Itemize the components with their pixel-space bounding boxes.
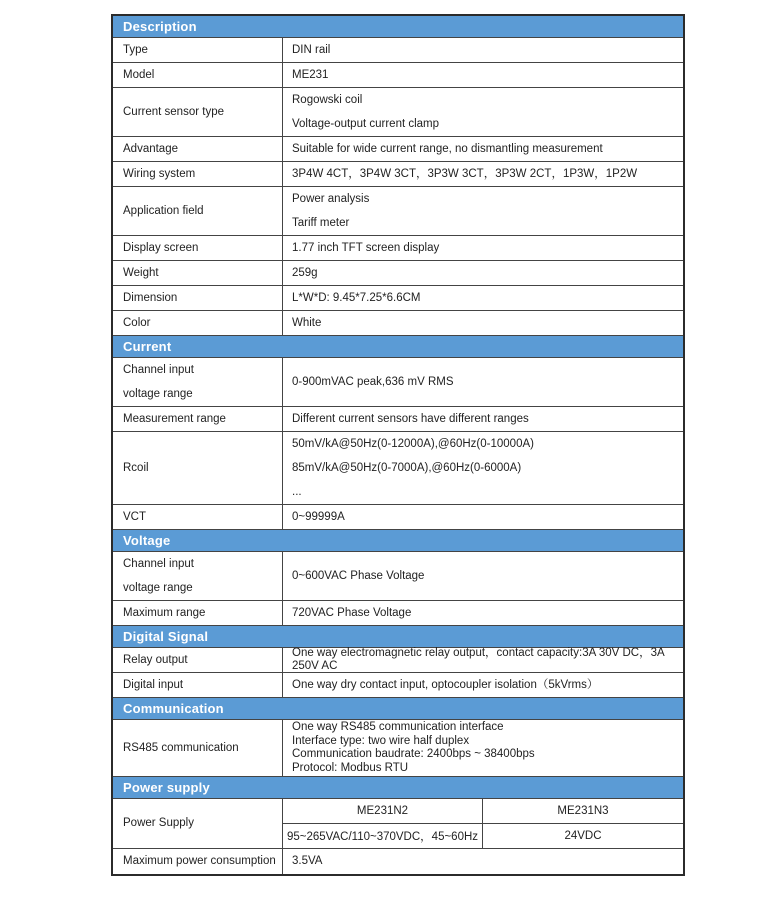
value-text: 3.5VA — [292, 855, 323, 867]
row-relay-output — [113, 648, 683, 673]
power-supply-grid — [283, 799, 683, 848]
label-text: Display screen — [123, 241, 199, 254]
row-value — [283, 187, 683, 235]
value-text: ... — [292, 485, 302, 498]
row-value — [283, 505, 683, 529]
value-text: 720VAC Phase Voltage — [292, 606, 412, 619]
value-text: 85mV/kA@50Hz(0-7000A),@60Hz(0-6000A) — [292, 461, 522, 474]
row-value — [283, 358, 683, 406]
row-label — [113, 648, 283, 672]
value-text: Different current sensors have different ranges — [292, 412, 529, 425]
row-maximum-power-consumption — [113, 849, 683, 874]
row-label — [113, 88, 283, 136]
section-header-voltage: Voltage — [113, 530, 683, 552]
row-label — [113, 286, 283, 310]
row-value — [283, 552, 683, 600]
value-text: Power analysis — [292, 192, 370, 205]
row-dimension — [113, 286, 683, 311]
label-text: Type — [123, 43, 148, 56]
value-text: 3P4W 4CT，3P4W 3CT，3P3W 3CT，3P3W 2CT，1P3W，1P2W — [292, 167, 638, 180]
label-text: Maximum power consumption — [123, 855, 276, 867]
value-text: Rogowski coil — [292, 93, 363, 106]
label-text: Channel input — [123, 557, 194, 570]
row-label — [113, 432, 283, 504]
row-current-sensor-type — [113, 88, 683, 137]
row-label — [113, 358, 283, 406]
power-supply-model-n2: ME231N2 — [283, 799, 483, 824]
row-value — [283, 88, 683, 136]
row-label — [113, 552, 283, 600]
label-text: Dimension — [123, 291, 178, 304]
label-text: voltage range — [123, 387, 193, 400]
specification-table — [111, 14, 685, 876]
section-header-digital-signal: Digital Signal — [113, 626, 683, 648]
value-text: White — [292, 316, 322, 329]
row-channel-input-voltage-range-voltage — [113, 552, 683, 601]
label-text: VCT — [123, 510, 146, 523]
section-header-current: Current — [113, 336, 683, 358]
label-text: Weight — [123, 266, 159, 279]
row-value — [283, 162, 683, 186]
row-value — [283, 849, 683, 874]
label-text: Measurement range — [123, 412, 226, 425]
row-label — [113, 187, 283, 235]
value-text: One way RS485 communication interface — [292, 721, 504, 733]
row-value — [283, 720, 683, 776]
value-text: Communication baudrate: 2400bps ~ 38400bps — [292, 748, 535, 760]
value-text: ME231 — [292, 68, 329, 81]
row-value — [283, 601, 683, 625]
section-header-communication: Communication — [113, 698, 683, 720]
section-header-description: Description — [113, 16, 683, 38]
power-supply-spec-n3: 24VDC — [564, 829, 602, 842]
value-text: 0~600VAC Phase Voltage — [292, 569, 425, 582]
row-value — [283, 286, 683, 310]
row-digital-input — [113, 673, 683, 698]
row-label — [113, 673, 283, 697]
label-text: Advantage — [123, 142, 178, 155]
value-text: Suitable for wide current range, no dismantling measurement — [292, 142, 603, 155]
row-measurement-range — [113, 407, 683, 432]
value-text: Voltage-output current clamp — [292, 117, 440, 130]
value-text: Interface type: two wire half duplex — [292, 734, 470, 747]
label-text: Wiring system — [123, 167, 196, 180]
row-label — [113, 799, 283, 848]
row-value — [283, 261, 683, 285]
row-value — [283, 38, 683, 62]
power-supply-model-n3: ME231N3 — [483, 799, 683, 824]
row-maximum-range — [113, 601, 683, 626]
value-text: L*W*D: 9.45*7.25*6.6CM — [292, 291, 421, 304]
label-text: Color — [123, 316, 151, 329]
value-text: One way electromagnetic relay output，contact capacity:3A 30V DC，3A 250V AC — [292, 647, 665, 672]
label-text: Digital input — [123, 678, 184, 691]
section-header-power-supply: Power supply — [113, 777, 683, 799]
row-label — [113, 505, 283, 529]
label-text: Application field — [123, 204, 204, 217]
row-channel-input-voltage-range-current — [113, 358, 683, 407]
row-value — [283, 63, 683, 87]
power-supply-spec-n2: 95~265VAC/110~370VDC，45~60Hz — [283, 824, 483, 849]
row-value — [283, 407, 683, 431]
row-rs485-communication — [113, 720, 683, 777]
value-text: 0~99999A — [292, 510, 345, 523]
row-display-screen — [113, 236, 683, 261]
row-vct — [113, 505, 683, 530]
row-label — [113, 137, 283, 161]
row-value — [283, 673, 683, 697]
row-value — [283, 432, 683, 504]
row-label — [113, 849, 283, 874]
label-text: Maximum range — [123, 606, 206, 619]
row-label — [113, 720, 283, 776]
row-color — [113, 311, 683, 336]
row-power-supply — [113, 799, 683, 849]
row-label — [113, 236, 283, 260]
label-text: voltage range — [123, 581, 193, 594]
row-wiring-system — [113, 162, 683, 187]
label-text: Power Supply — [123, 817, 194, 829]
row-weight — [113, 261, 683, 286]
value-text: Protocol: Modbus RTU — [292, 761, 409, 774]
row-label — [113, 63, 283, 87]
label-text: RS485 communication — [123, 741, 239, 754]
row-value — [283, 311, 683, 335]
row-label — [113, 38, 283, 62]
row-value — [283, 236, 683, 260]
value-text: One way dry contact input, optocoupler isolation（5kVrms） — [292, 678, 599, 691]
row-application-field — [113, 187, 683, 236]
value-text: 259g — [292, 266, 318, 279]
row-label — [113, 261, 283, 285]
row-model — [113, 63, 683, 88]
label-text: Relay output — [123, 653, 188, 666]
label-text: Rcoil — [123, 461, 149, 474]
label-text: Current sensor type — [123, 105, 224, 118]
value-text: 0-900mVAC peak,636 mV RMS — [292, 375, 454, 388]
row-rcoil — [113, 432, 683, 505]
row-advantage — [113, 137, 683, 162]
row-value — [283, 137, 683, 161]
value-text: Tariff meter — [292, 216, 350, 229]
label-text: Model — [123, 68, 155, 81]
row-type — [113, 38, 683, 63]
row-label — [113, 407, 283, 431]
row-label — [113, 311, 283, 335]
value-text: 1.77 inch TFT screen display — [292, 241, 440, 254]
value-text: 50mV/kA@50Hz(0-12000A),@60Hz(0-10000A) — [292, 437, 534, 450]
row-value — [283, 648, 683, 672]
row-label — [113, 601, 283, 625]
row-label — [113, 162, 283, 186]
value-text: DIN rail — [292, 43, 331, 56]
label-text: Channel input — [123, 363, 194, 376]
